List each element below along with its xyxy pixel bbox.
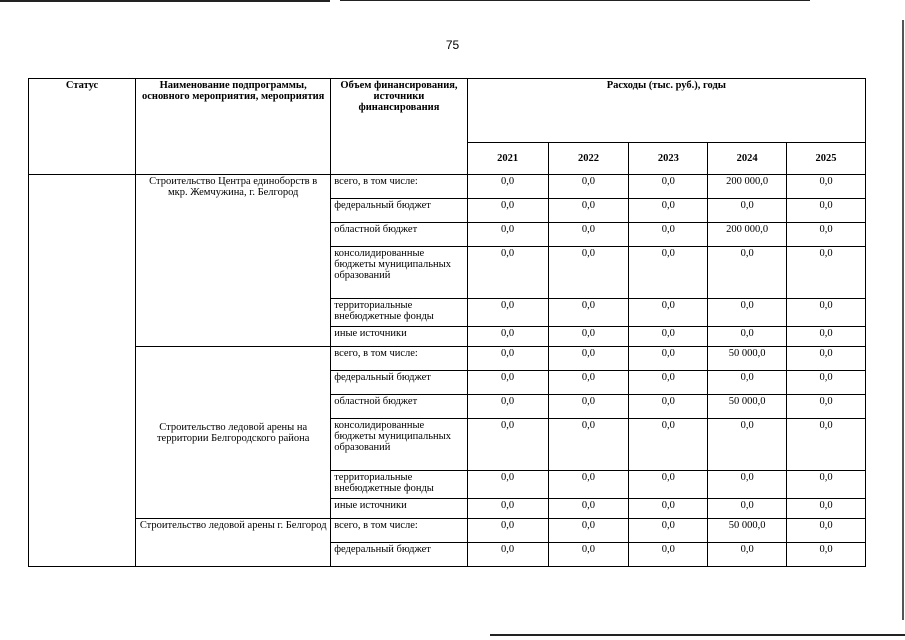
expense-value: 0,0 <box>787 371 866 395</box>
expense-value: 0,0 <box>548 299 629 327</box>
expense-value: 0,0 <box>708 471 787 499</box>
funding-source: территориальные внебюджетные фонды <box>331 299 467 327</box>
activity-name: Строительство Центра единоборств в мкр. Жемчужина, г. Белгород <box>136 175 331 347</box>
expense-value: 0,0 <box>629 543 708 567</box>
funding-source: областной бюджет <box>331 395 467 419</box>
expense-value: 0,0 <box>548 371 629 395</box>
table-row <box>29 519 866 543</box>
funding-header: Объем финансирования, источники финансирования <box>331 79 467 175</box>
expense-value: 0,0 <box>467 543 548 567</box>
expense-value: 0,0 <box>787 223 866 247</box>
expense-value: 0,0 <box>708 199 787 223</box>
header-row <box>29 79 866 143</box>
expense-value: 0,0 <box>708 543 787 567</box>
expense-value: 0,0 <box>548 499 629 519</box>
year-header: 2025 <box>787 143 866 175</box>
expense-value: 50 000,0 <box>708 395 787 419</box>
expense-value: 0,0 <box>787 175 866 199</box>
table-row <box>29 347 866 371</box>
expense-value: 0,0 <box>787 347 866 371</box>
expense-value: 0,0 <box>467 419 548 471</box>
expense-value: 0,0 <box>629 519 708 543</box>
year-header: 2023 <box>629 143 708 175</box>
expense-value: 0,0 <box>787 327 866 347</box>
expense-value: 0,0 <box>467 395 548 419</box>
expense-value: 0,0 <box>467 519 548 543</box>
expense-value: 0,0 <box>629 175 708 199</box>
expense-value: 0,0 <box>629 371 708 395</box>
year-header: 2024 <box>708 143 787 175</box>
funding-source: консолидированные бюджеты муниципальных образований <box>331 419 467 471</box>
expense-value: 200 000,0 <box>708 223 787 247</box>
expense-value: 0,0 <box>708 327 787 347</box>
funding-source: федеральный бюджет <box>331 371 467 395</box>
expense-value: 0,0 <box>467 471 548 499</box>
expense-value: 0,0 <box>629 299 708 327</box>
expense-value: 0,0 <box>467 199 548 223</box>
expense-value: 0,0 <box>708 299 787 327</box>
expense-value: 0,0 <box>548 347 629 371</box>
scan-artifact-top-left <box>0 0 330 2</box>
expense-value: 0,0 <box>629 199 708 223</box>
expense-value: 0,0 <box>548 419 629 471</box>
funding-source: федеральный бюджет <box>331 543 467 567</box>
expense-value: 0,0 <box>548 175 629 199</box>
expense-value: 0,0 <box>708 247 787 299</box>
expense-value: 50 000,0 <box>708 519 787 543</box>
status-cell <box>29 175 136 567</box>
funding-source: всего, в том числе: <box>331 519 467 543</box>
funding-source: консолидированные бюджеты муниципальных образований <box>331 247 467 299</box>
expense-value: 0,0 <box>548 471 629 499</box>
expense-value: 0,0 <box>548 247 629 299</box>
expense-value: 0,0 <box>629 247 708 299</box>
budget-table <box>28 78 866 567</box>
activity-name: Строительство ледовой арены на территории Белгородского района <box>136 347 331 519</box>
expense-value: 0,0 <box>708 499 787 519</box>
expense-value: 0,0 <box>787 519 866 543</box>
expense-value: 0,0 <box>548 543 629 567</box>
year-header: 2021 <box>467 143 548 175</box>
funding-source: федеральный бюджет <box>331 199 467 223</box>
expense-value: 50 000,0 <box>708 347 787 371</box>
funding-source: всего, в том числе: <box>331 175 467 199</box>
scan-artifact-right-edge <box>902 20 904 620</box>
expense-value: 0,0 <box>787 499 866 519</box>
expense-value: 0,0 <box>467 247 548 299</box>
expenses-header: Расходы (тыс. руб.), годы <box>467 79 865 143</box>
scan-artifact-top-right <box>340 0 810 1</box>
expense-value: 0,0 <box>467 299 548 327</box>
table-row <box>29 175 866 199</box>
expense-value: 0,0 <box>548 223 629 247</box>
funding-source: иные источники <box>331 499 467 519</box>
scan-artifact-bottom <box>490 634 905 636</box>
expense-value: 0,0 <box>467 371 548 395</box>
expense-value: 0,0 <box>787 471 866 499</box>
expense-value: 0,0 <box>548 327 629 347</box>
status-header: Статус <box>29 79 136 175</box>
expense-value: 0,0 <box>787 543 866 567</box>
funding-source: всего, в том числе: <box>331 347 467 371</box>
expense-value: 0,0 <box>629 327 708 347</box>
expense-value: 0,0 <box>787 419 866 471</box>
expense-value: 0,0 <box>467 175 548 199</box>
expense-value: 0,0 <box>629 347 708 371</box>
funding-source: областной бюджет <box>331 223 467 247</box>
year-header: 2022 <box>548 143 629 175</box>
expense-value: 0,0 <box>548 519 629 543</box>
funding-source: иные источники <box>331 327 467 347</box>
expense-value: 0,0 <box>467 499 548 519</box>
expense-value: 0,0 <box>629 499 708 519</box>
expense-value: 0,0 <box>708 371 787 395</box>
expense-value: 0,0 <box>708 419 787 471</box>
expense-value: 200 000,0 <box>708 175 787 199</box>
expense-value: 0,0 <box>787 247 866 299</box>
funding-source: территориальные внебюджетные фонды <box>331 471 467 499</box>
page-number: 75 <box>445 38 460 52</box>
expense-value: 0,0 <box>629 419 708 471</box>
expense-value: 0,0 <box>467 223 548 247</box>
expense-value: 0,0 <box>548 199 629 223</box>
expense-value: 0,0 <box>629 223 708 247</box>
expense-value: 0,0 <box>629 395 708 419</box>
expense-value: 0,0 <box>787 395 866 419</box>
expense-value: 0,0 <box>548 395 629 419</box>
expense-value: 0,0 <box>467 347 548 371</box>
activity-name: Строительство ледовой арены г. Белгород <box>136 519 331 567</box>
expense-value: 0,0 <box>467 327 548 347</box>
expense-value: 0,0 <box>787 199 866 223</box>
expense-value: 0,0 <box>787 299 866 327</box>
expense-value: 0,0 <box>629 471 708 499</box>
name-header: Наименование подпрограммы, основного мероприятия, мероприятия <box>136 79 331 175</box>
